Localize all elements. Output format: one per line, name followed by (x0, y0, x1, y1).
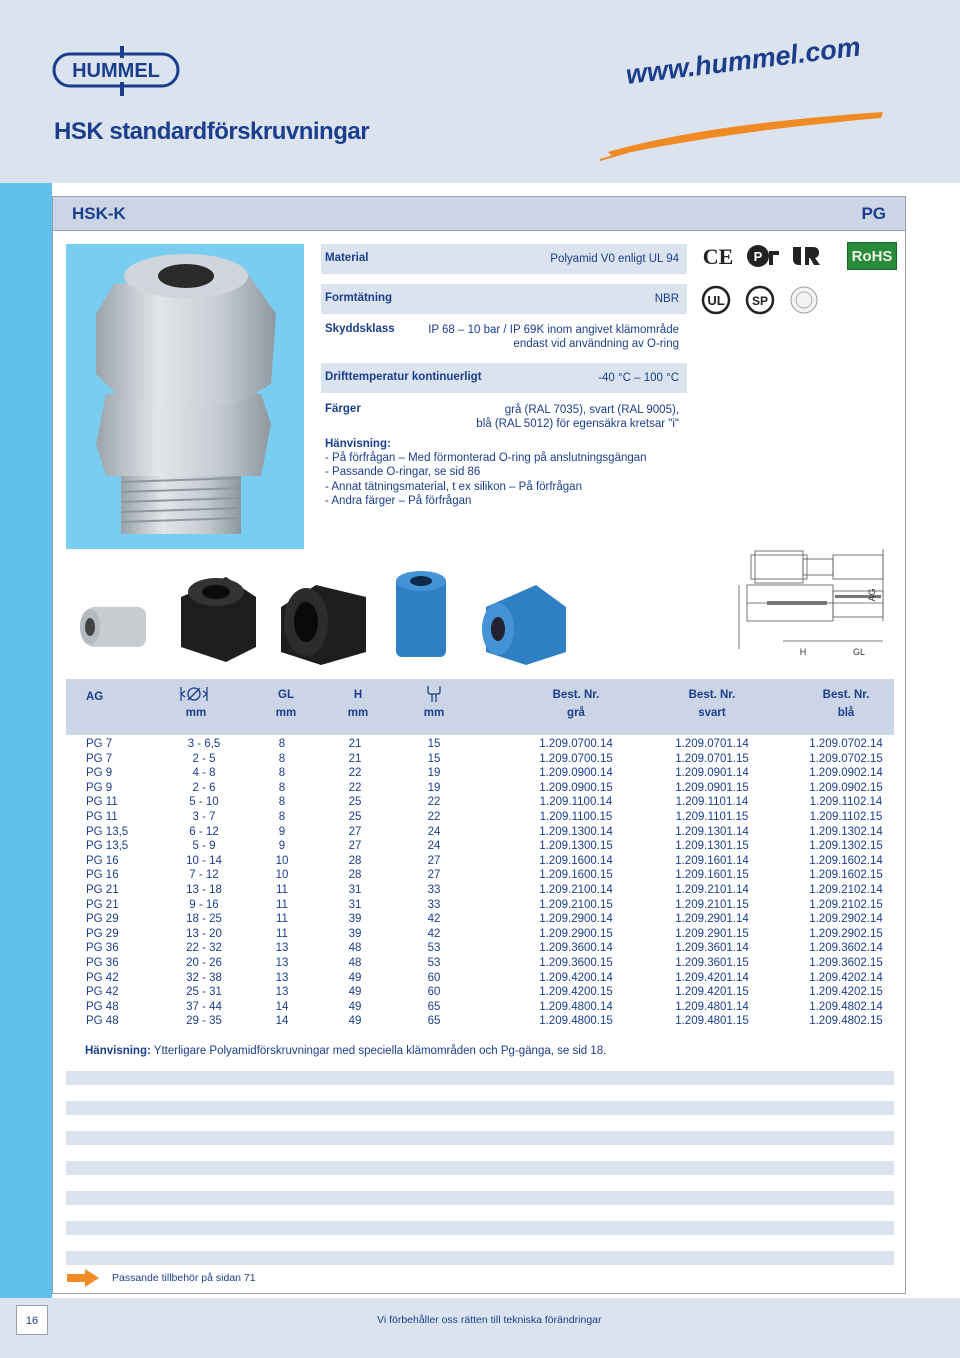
cell-best-grey: 1.209.1300.15 (539, 840, 613, 853)
table-row (66, 956, 894, 971)
cell-h: 28 (348, 854, 362, 867)
cell-best-grey: 1.209.0900.14 (539, 767, 613, 780)
header-best-black: Best. Nr. (688, 689, 736, 701)
cell-best-black: 1.209.4801.14 (675, 1000, 749, 1013)
notes-item: - Annat tätningsmaterial, t ex silikon – På förfrågan (325, 480, 582, 493)
page-title: HSK standardförskruvningar (54, 118, 370, 145)
frame-header (53, 197, 905, 231)
cell-clamp-range: 5 - 10 (189, 796, 219, 809)
table-row (66, 941, 894, 956)
cell-gl: 9 (278, 840, 286, 853)
cell-gl: 10 (275, 854, 289, 867)
cell-clamp-range: 13 - 18 (186, 883, 222, 896)
table-row (66, 766, 894, 781)
table-row (66, 985, 894, 1000)
table-row (66, 1000, 894, 1015)
cell-gl: 14 (275, 1015, 289, 1028)
empty-row (66, 1161, 894, 1175)
header-best-grey: Best. Nr. (552, 689, 600, 701)
cell-gl: 11 (276, 913, 288, 926)
header-best-black-sub: svart (698, 707, 726, 719)
product-variants-gallery (66, 567, 756, 667)
ce-mark-icon (701, 243, 735, 269)
cell-best-grey: 1.209.1600.14 (539, 854, 613, 867)
cell-best-blue: 1.209.2102.14 (809, 883, 883, 896)
cell-h: 48 (348, 942, 362, 955)
cell-best-black: 1.209.1301.15 (675, 840, 749, 853)
table-row (66, 971, 894, 986)
cell-h: 39 (348, 927, 362, 940)
table-header (66, 679, 894, 735)
cell-wrench: 27 (427, 869, 441, 882)
cell-gl: 14 (275, 1000, 289, 1013)
spec-protection (321, 315, 687, 359)
footnote (85, 1045, 606, 1057)
header-gl-unit: mm (275, 707, 297, 719)
cell-h: 31 (348, 898, 362, 911)
cell-h: 25 (348, 810, 362, 823)
spec-colors-value-2: blå (RAL 5012) för egensäkra kretsar "i" (476, 418, 679, 430)
cell-gl: 13 (275, 942, 289, 955)
spec-protection-value-1: IP 68 – 10 bar / IP 69K inom angivet klämområde (428, 324, 679, 336)
technical-drawing (737, 545, 887, 669)
header-gl: GL (278, 689, 294, 701)
spec-seal (321, 284, 687, 314)
cell-clamp-range: 25 - 31 (186, 986, 222, 999)
cell-wrench: 19 (427, 767, 441, 780)
cell-ag: PG 7 (86, 738, 113, 750)
cell-clamp-range: 4 - 8 (192, 767, 216, 780)
cell-wrench: 65 (427, 1000, 441, 1013)
svg-text:SP: SP (751, 294, 769, 308)
cell-wrench: 60 (427, 971, 441, 984)
cell-best-blue: 1.209.0702.14 (809, 738, 883, 750)
table-row (66, 868, 894, 883)
cell-clamp-range: 5 - 9 (192, 840, 216, 853)
cell-clamp-range: 32 - 38 (186, 971, 222, 984)
spec-colors-label: Färger (325, 403, 361, 415)
cell-clamp-range: 3 - 6,5 (187, 738, 221, 750)
svg-text:UL: UL (707, 293, 725, 308)
empty-row (66, 1101, 894, 1115)
table-row (66, 810, 894, 825)
cell-h: 27 (348, 840, 362, 853)
empty-row (66, 1071, 894, 1085)
cell-best-blue: 1.209.4802.15 (809, 1015, 883, 1028)
cell-ag: PG 21 (86, 898, 119, 911)
cell-best-black: 1.209.2101.15 (675, 898, 749, 911)
cell-ag: PG 11 (86, 810, 118, 823)
cell-wrench: 42 (427, 927, 441, 940)
spec-temperature-label: Drifttemperatur kontinuerligt (325, 371, 482, 383)
cell-best-grey: 1.209.3600.14 (539, 942, 613, 955)
spec-protection-value-2: endast vid användning av O-ring (513, 338, 679, 350)
cell-gl: 11 (276, 898, 288, 911)
spec-seal-value: NBR (654, 293, 679, 305)
cell-best-black: 1.209.4201.14 (675, 971, 749, 984)
cell-ag: PG 16 (86, 854, 119, 867)
cell-h: 21 (348, 738, 362, 750)
cell-gl: 8 (278, 738, 286, 750)
cell-ag: PG 16 (86, 869, 119, 882)
cell-best-grey: 1.209.0700.15 (539, 752, 613, 765)
table-row (66, 927, 894, 942)
cell-h: 49 (348, 986, 362, 999)
cell-best-black: 1.209.1301.14 (675, 825, 749, 838)
website-link[interactable]: www.hummel.com (624, 31, 863, 91)
cell-best-blue: 1.209.0902.14 (809, 767, 883, 780)
cell-wrench: 24 (427, 825, 441, 838)
cell-clamp-range: 29 - 35 (186, 1015, 222, 1028)
cell-ag: PG 13,5 (86, 840, 129, 853)
header-h: H (353, 689, 363, 701)
cell-ag: PG 36 (86, 942, 119, 955)
table-row (66, 737, 894, 752)
variant-black-2 (281, 585, 366, 665)
cell-h: 25 (348, 796, 362, 809)
empty-row (66, 1131, 894, 1145)
cell-gl: 11 (276, 927, 288, 940)
cell-clamp-range: 2 - 6 (192, 781, 216, 794)
header-h-unit: mm (347, 707, 369, 719)
cell-best-grey: 1.209.0700.14 (539, 738, 613, 750)
header-w-unit: mm (423, 707, 445, 719)
header-range-unit: mm (185, 707, 207, 719)
header-best-blue-sub: blå (837, 707, 855, 719)
cell-ag: PG 9 (86, 767, 113, 780)
empty-row (66, 1191, 894, 1205)
product-table (66, 737, 894, 1029)
notes-item: - På förfrågan – Med förmonterad O-ring på anslutningsgängan (325, 452, 647, 465)
thread-type: PG (861, 204, 886, 223)
footnote-text: Ytterligare Polyamidförskruvningar med speciella klämområden och Pg-gänga, se sid 18. (150, 1045, 607, 1057)
empty-row (66, 1251, 894, 1265)
cell-h: 49 (348, 1015, 362, 1028)
cell-best-blue: 1.209.4802.14 (809, 1000, 883, 1013)
ul-mark-icon (701, 285, 731, 315)
rohs-badge: RoHS (847, 242, 897, 270)
cell-best-grey: 1.209.0900.15 (539, 781, 613, 794)
cell-ag: PG 48 (86, 1015, 119, 1028)
cell-wrench: 65 (427, 1015, 441, 1028)
cell-best-blue: 1.209.0902.15 (809, 781, 883, 794)
cell-clamp-range: 7 - 12 (189, 869, 219, 882)
cell-best-blue: 1.209.1102.15 (809, 810, 883, 823)
cell-ag: PG 29 (86, 927, 119, 940)
cell-clamp-range: 6 - 12 (189, 825, 219, 838)
spec-seal-label: Formtätning (325, 292, 393, 304)
svg-text:P: P (753, 249, 763, 264)
cell-ag: PG 29 (86, 913, 119, 926)
cell-clamp-range: 37 - 44 (186, 1000, 222, 1013)
cell-wrench: 15 (427, 752, 441, 765)
cell-wrench: 53 (427, 942, 441, 955)
cell-best-grey: 1.209.2100.15 (539, 898, 613, 911)
cell-wrench: 22 (427, 796, 441, 809)
spec-colors (321, 395, 687, 439)
cell-gl: 13 (275, 956, 289, 969)
table-row (66, 912, 894, 927)
cell-best-grey: 1.209.4800.15 (539, 1015, 613, 1028)
cell-best-blue: 1.209.4202.15 (809, 986, 883, 999)
table-row (66, 825, 894, 840)
cell-gl: 8 (278, 767, 286, 780)
cell-best-black: 1.209.2901.14 (675, 913, 749, 926)
cell-ag: PG 42 (86, 971, 119, 984)
cell-best-black: 1.209.0701.14 (675, 738, 749, 750)
cell-gl: 13 (275, 986, 289, 999)
csa-mark-icon (745, 285, 775, 315)
table-row (66, 898, 894, 913)
notes-item: - Passande O-ringar, se sid 86 (325, 466, 481, 479)
table-row (66, 883, 894, 898)
cell-clamp-range: 9 - 16 (189, 898, 219, 911)
page-number: 16 (16, 1305, 48, 1335)
cell-best-grey: 1.209.2900.15 (539, 927, 613, 940)
cell-best-black: 1.209.4201.15 (675, 986, 749, 999)
cell-wrench: 42 (427, 913, 441, 926)
clamp-range-icon (179, 685, 209, 703)
spec-temperature (321, 363, 687, 393)
cell-best-grey: 1.209.1100.15 (539, 810, 613, 823)
table-row (66, 781, 894, 796)
accessories-link[interactable]: Passande tillbehör på sidan 71 (112, 1272, 256, 1284)
cell-best-black: 1.209.1101.15 (675, 810, 749, 823)
cell-clamp-range: 13 - 20 (186, 927, 222, 940)
header-best-blue: Best. Nr. (822, 689, 870, 701)
cell-wrench: 53 (427, 956, 441, 969)
svg-text:CE: CE (702, 244, 734, 269)
cell-wrench: 33 (427, 898, 441, 911)
hummel-logo (52, 44, 182, 100)
spec-material (321, 244, 687, 274)
cell-best-blue: 1.209.1302.14 (809, 825, 883, 838)
cell-best-black: 1.209.4801.15 (675, 1015, 749, 1028)
orange-swoosh (598, 92, 888, 162)
drawing-ag-label: AG (867, 588, 877, 602)
cell-gl: 9 (278, 825, 286, 838)
drawing-gl-label: GL (852, 647, 866, 657)
spec-protection-label: Skyddsklass (325, 323, 395, 335)
cell-best-grey: 1.209.4200.14 (539, 971, 613, 984)
cell-h: 48 (348, 956, 362, 969)
cell-h: 39 (348, 913, 362, 926)
cell-best-black: 1.209.3601.14 (675, 942, 749, 955)
cell-best-grey: 1.209.2100.14 (539, 883, 613, 896)
cell-best-blue: 1.209.2102.15 (809, 898, 883, 911)
arrow-right-icon (67, 1269, 99, 1287)
cell-h: 22 (348, 767, 362, 780)
cell-best-blue: 1.209.1602.14 (809, 854, 883, 867)
footer-band (0, 1298, 960, 1358)
table-row (66, 752, 894, 767)
cell-best-grey: 1.209.2900.14 (539, 913, 613, 926)
cell-wrench: 33 (427, 883, 441, 896)
cell-clamp-range: 3 - 7 (192, 810, 216, 823)
cell-best-black: 1.209.2901.15 (675, 927, 749, 940)
cell-best-grey: 1.209.1100.14 (539, 796, 613, 809)
cell-best-blue: 1.209.2902.14 (809, 913, 883, 926)
cell-wrench: 60 (427, 986, 441, 999)
cell-h: 27 (348, 825, 362, 838)
cell-ag: PG 48 (86, 1000, 119, 1013)
cell-clamp-range: 10 - 14 (186, 854, 222, 867)
variant-grey-small (80, 607, 146, 647)
disclaimer: Vi förbehåller oss rätten till tekniska förändringar (377, 1314, 602, 1326)
cell-best-black: 1.209.0701.15 (675, 752, 749, 765)
table-row (66, 839, 894, 854)
product-photo (66, 244, 304, 549)
variant-blue-2 (482, 585, 566, 665)
cell-wrench: 24 (427, 840, 441, 853)
table-row (66, 1014, 894, 1029)
notes-item: - Andra färger – På förfrågan (325, 494, 472, 507)
cell-clamp-range: 22 - 32 (186, 942, 222, 955)
cell-best-blue: 1.209.1602.15 (809, 869, 883, 882)
cell-best-grey: 1.209.4800.14 (539, 1000, 613, 1013)
cell-h: 28 (348, 869, 362, 882)
cell-clamp-range: 18 - 25 (186, 913, 222, 926)
cell-wrench: 19 (427, 781, 441, 794)
cell-best-grey: 1.209.1600.15 (539, 869, 613, 882)
cell-best-black: 1.209.0901.14 (675, 767, 749, 780)
cell-best-blue: 1.209.0702.15 (809, 752, 883, 765)
spec-material-value: Polyamid V0 enligt UL 94 (550, 253, 679, 265)
cell-gl: 8 (278, 781, 286, 794)
cell-h: 21 (348, 752, 362, 765)
cell-best-grey: 1.209.1300.14 (539, 825, 613, 838)
cell-wrench: 27 (427, 854, 441, 867)
cell-ag: PG 7 (86, 752, 113, 765)
footnote-label: Hänvisning: (85, 1045, 151, 1057)
product-name: HSK-K (72, 204, 126, 223)
cell-gl: 8 (278, 810, 286, 823)
spec-colors-value-1: grå (RAL 7035), svart (RAL 9005), (504, 404, 679, 416)
cell-best-black: 1.209.1601.14 (675, 854, 749, 867)
cell-best-black: 1.209.1101.14 (675, 796, 749, 809)
cell-best-grey: 1.209.4200.15 (539, 986, 613, 999)
variant-blue-1 (396, 571, 446, 657)
cell-best-black: 1.209.3601.15 (675, 956, 749, 969)
cell-best-blue: 1.209.1302.15 (809, 840, 883, 853)
side-band (0, 183, 52, 1358)
cell-clamp-range: 20 - 26 (186, 956, 222, 969)
header-ag: AG (86, 691, 104, 703)
cell-wrench: 15 (427, 738, 441, 750)
cell-wrench: 22 (427, 810, 441, 823)
cell-h: 49 (348, 971, 362, 984)
product-frame (52, 196, 906, 1294)
cell-h: 22 (348, 781, 362, 794)
gost-mark-icon (745, 243, 781, 269)
notes (325, 437, 685, 508)
variant-black-1 (181, 577, 256, 662)
empty-row (66, 1221, 894, 1235)
cell-best-grey: 1.209.3600.15 (539, 956, 613, 969)
table-row (66, 854, 894, 869)
cell-gl: 10 (275, 869, 289, 882)
wrench-icon (424, 684, 444, 704)
ur-mark-icon (787, 243, 823, 269)
spec-temperature-value: -40 °C – 100 °C (598, 372, 679, 384)
cell-best-blue: 1.209.2902.15 (809, 927, 883, 940)
cell-clamp-range: 2 - 5 (192, 752, 216, 765)
cell-best-blue: 1.209.3602.14 (809, 942, 883, 955)
cell-best-blue: 1.209.1102.14 (809, 796, 883, 809)
cell-gl: 11 (276, 883, 288, 896)
notes-title: Hänvisning: (325, 438, 391, 450)
drawing-h-label: H (799, 647, 807, 657)
cell-ag: PG 42 (86, 986, 119, 999)
cell-h: 49 (348, 1000, 362, 1013)
cell-h: 31 (348, 883, 362, 896)
cell-ag: PG 13,5 (86, 825, 129, 838)
cell-gl: 8 (278, 752, 286, 765)
table-row (66, 795, 894, 810)
seal-mark-icon (789, 285, 819, 315)
cell-best-black: 1.209.2101.14 (675, 883, 749, 896)
cell-gl: 13 (275, 971, 289, 984)
cell-best-blue: 1.209.3602.15 (809, 956, 883, 969)
logo-text: HUMMEL (72, 60, 160, 82)
cell-gl: 8 (278, 796, 286, 809)
cell-ag: PG 36 (86, 956, 119, 969)
cell-ag: PG 21 (86, 883, 119, 896)
cell-best-black: 1.209.0901.15 (675, 781, 749, 794)
cell-best-blue: 1.209.4202.14 (809, 971, 883, 984)
header-best-grey-sub: grå (567, 707, 585, 719)
cell-best-black: 1.209.1601.15 (675, 869, 749, 882)
spec-material-label: Material (325, 252, 369, 264)
cell-ag: PG 11 (86, 796, 118, 809)
cell-ag: PG 9 (86, 781, 113, 794)
